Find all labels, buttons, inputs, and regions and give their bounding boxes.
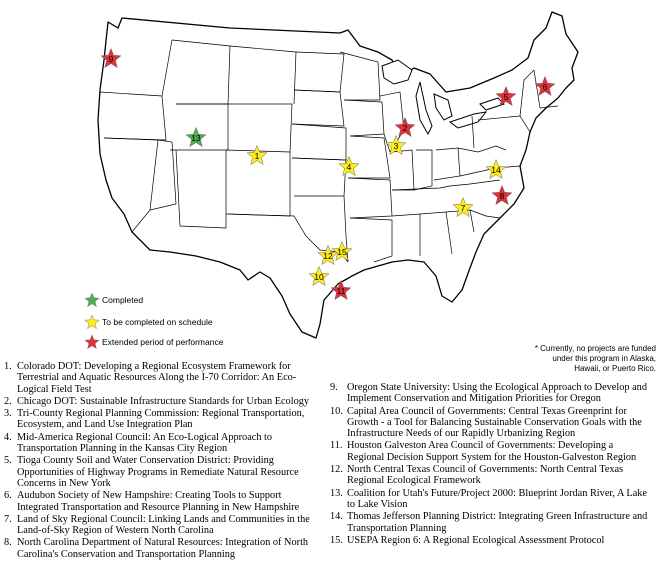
project-number: 4.: [4, 431, 12, 443]
marker-number: 5: [503, 92, 509, 103]
project-number: 7.: [4, 513, 12, 525]
project-number: 13.: [330, 487, 343, 499]
project-item: [330, 464, 652, 487]
project-item: [330, 488, 652, 511]
note-line: under this program in Alaska,: [552, 354, 656, 363]
project-description: Mid-America Regional Council: An Eco-Logical Approach to Transportation Planning in the Kansas City Region: [17, 431, 273, 455]
project-description: Colorado DOT: Developing a Regional Ecosystem Framework for Terrestrial and Aquatic Resources Along the I-70 Corridor: An Eco-Logical Field Test: [17, 361, 297, 395]
project-list-right: [330, 382, 652, 547]
project-number: 2.: [4, 395, 12, 407]
project-description: Thomas Jefferson Planning District: Integrating Green Infrastructure and Transportation Planning: [347, 511, 648, 534]
project-item: [330, 406, 652, 440]
marker-number: 12: [323, 251, 333, 262]
legend-label: Extended period of performance: [102, 337, 224, 347]
project-number: 12.: [330, 464, 343, 476]
project-description: Chicago DOT: Sustainable Infrastructure Standards for Urban Ecology: [17, 395, 310, 407]
project-description: Tri-County Regional Planning Commission: Regional Transportation, Ecosystem, and Land Use Integration Plan: [17, 408, 305, 431]
project-item: [4, 408, 322, 431]
project-item: [330, 440, 652, 463]
marker-number: 3: [393, 141, 399, 152]
project-item: [4, 537, 322, 560]
project-description: Capital Area Council of Governments: Central Texas Greenprint for Growth - a Tool for Balancing Sustainable Conservation Goals with the Infrastructure Needs of our Rapidly Urbanizing Region: [347, 405, 642, 440]
project-number: 9.: [330, 382, 338, 393]
project-description: Land of Sky Regional Council: Linking Lands and Communities in the Land-of-Sky Region of Western North Carolina: [17, 513, 310, 537]
legend-item-completed: [84, 292, 143, 308]
legend-label: Completed: [102, 295, 144, 305]
project-description: Coalition for Utah's Future/Project 2000: Blueprint Jordan River, A Lake to Lake Vision: [347, 487, 648, 510]
marker-number: 13: [191, 133, 201, 144]
project-list-left: [4, 361, 322, 561]
marker-number: 14: [491, 165, 501, 176]
project-item: [330, 382, 652, 405]
project-item: [4, 361, 322, 395]
legend-item-extended: [84, 334, 223, 350]
project-description: North Carolina Department of Natural Resources: Integration of North Carolina's Conservation and Transportation Planning: [17, 537, 309, 560]
marker-number: 15: [337, 247, 347, 258]
project-description: Audubon Society of New Hampshire: Creating Tools to Support Integrated Transportation and Resource Planning in New Hampshire: [17, 490, 300, 513]
star-icon: [84, 334, 100, 350]
legend-label: To be completed on schedule: [102, 317, 213, 327]
project-number: 5.: [4, 455, 12, 467]
project-number: 6.: [4, 490, 12, 502]
project-description: North Central Texas Council of Governments: North Central Texas Regional Ecological Framework: [347, 464, 624, 487]
project-number: 15.: [330, 534, 343, 546]
project-item: [330, 535, 652, 546]
project-description: Oregon State University: Using the Ecological Approach to Develop and Implement Conservation and Mitigation Priorities for Oregon: [347, 382, 647, 405]
project-item: [4, 396, 322, 407]
marker-number: 8: [499, 191, 505, 202]
note-line: Hawaii, or Puerto Rico.: [574, 364, 656, 373]
project-number: 11.: [330, 440, 343, 452]
project-item: [4, 490, 322, 513]
marker-number: 11: [336, 286, 346, 297]
project-item: [4, 455, 322, 489]
project-item: [4, 514, 322, 537]
marker-number: 1: [254, 151, 260, 162]
marker-number: 7: [460, 203, 466, 214]
project-description: USEPA Region 6: A Regional Ecological Assessment Protocol: [347, 534, 605, 546]
project-number: 1.: [4, 361, 12, 372]
marker-number: 10: [314, 272, 324, 283]
marker-number: 6: [542, 82, 548, 93]
project-number: 10.: [330, 405, 343, 417]
project-number: 14.: [330, 511, 343, 523]
marker-number: 4: [346, 162, 352, 173]
legend-item-on-schedule: [84, 314, 213, 330]
project-number: 3.: [4, 408, 12, 420]
project-description: Houston Galveston Area Council of Governments: Developing a Regional Decision Support System for the Houston-Galveston Region: [347, 440, 637, 463]
project-description: Tioga County Soil and Water Conservation District: Providing Opportunities of Highway Programs in Remediate Natural Resource Concerns in New York: [17, 455, 299, 489]
star-icon: [84, 314, 100, 330]
project-item: [330, 511, 652, 534]
marker-number: 2: [402, 123, 408, 134]
project-number: 8.: [4, 537, 12, 549]
funding-note: [506, 344, 656, 374]
note-line: * Currently, no projects are funded: [534, 344, 656, 353]
marker-number: 9: [108, 54, 114, 65]
project-item: [4, 432, 322, 455]
star-icon: [84, 292, 100, 308]
